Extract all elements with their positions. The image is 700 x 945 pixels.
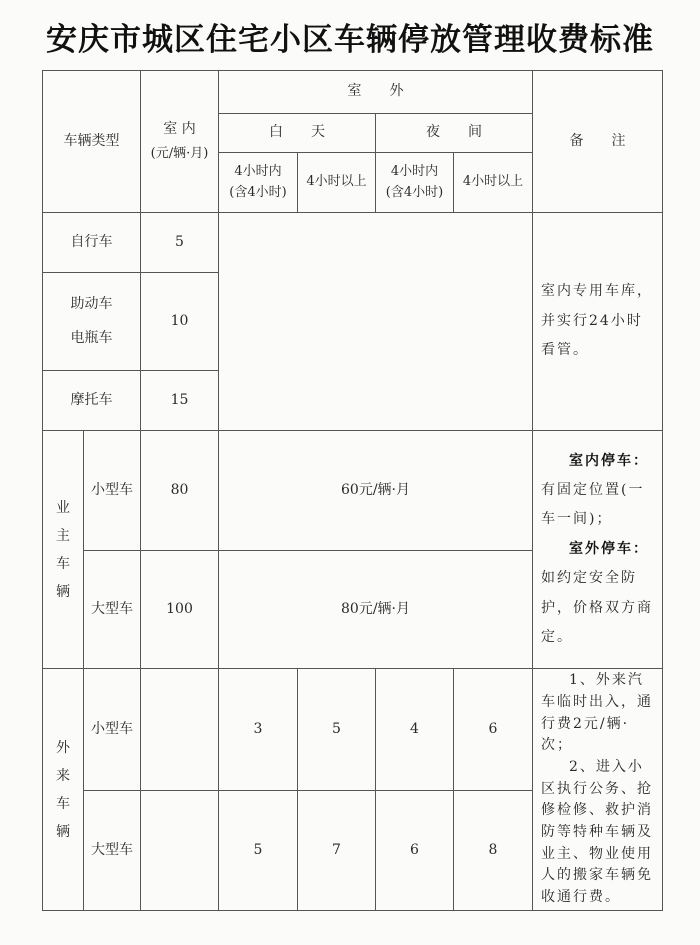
header-vehicle-type: 车辆类型 [43,71,141,213]
owner-large-label: 大型车 [84,551,141,669]
visitor-small-value: 5 [298,669,376,791]
owner-large-indoor: 100 [141,551,219,669]
header-indoor: 室 内 (元/辆·月) [141,71,219,213]
owner-small-label: 小型车 [84,431,141,551]
visitor-large-indoor-empty [141,791,219,911]
moped-indoor: 10 [141,273,219,371]
owner-large-outdoor: 80元/辆·月 [219,551,533,669]
visitor-large-label: 大型车 [84,791,141,911]
header-day-over-4h: 4小时以上 [298,153,376,213]
owner-small-outdoor: 60元/辆·月 [219,431,533,551]
owner-small-indoor: 80 [141,431,219,551]
visitor-small-indoor-empty [141,669,219,791]
motorcycle-indoor: 15 [141,371,219,431]
visitor-group-label: 外来车辆 [43,669,84,911]
header-day: 白 天 [219,114,376,153]
visitor-large-value: 6 [376,791,454,911]
visitor-small-label: 小型车 [84,669,141,791]
owner-remark: 室内停车：有固定位置(一车一间)； 室外停车：如约定安全防护，价格双方商定。 [533,431,663,669]
bicycle-indoor: 5 [141,213,219,273]
document-title: 安庆市城区住宅小区车辆停放管理收费标准 [46,22,654,58]
motorcycle-label: 摩托车 [43,371,141,431]
visitor-large-value: 8 [454,791,533,911]
nonmotor-remark: 室内专用车库，并实行24小时看管。 [533,213,663,431]
header-night-within-4h: 4小时内 (含4小时) [376,153,454,213]
visitor-remark: 1、外来汽车临时出入，通行费2元/辆·次； 2、进入小区执行公务、抢修检修、救护消防等特种车辆及业主、物业使用人的搬家车辆免收通行费。 [533,669,663,911]
header-night-over-4h: 4小时以上 [454,153,533,213]
nonmotor-outdoor-empty [219,213,533,431]
visitor-large-value: 5 [219,791,298,911]
header-day-within-4h: 4小时内 (含4小时) [219,153,298,213]
header-outdoor: 室 外 [219,71,533,114]
visitor-small-value: 6 [454,669,533,791]
header-remarks: 备 注 [533,71,663,213]
bicycle-label: 自行车 [43,213,141,273]
moped-label: 助动车 电瓶车 [43,273,141,371]
visitor-small-value: 4 [376,669,454,791]
owner-group-label: 业主车辆 [43,431,84,669]
fee-table [42,70,663,911]
header-night: 夜 间 [376,114,533,153]
visitor-small-value: 3 [219,669,298,791]
visitor-large-value: 7 [298,791,376,911]
